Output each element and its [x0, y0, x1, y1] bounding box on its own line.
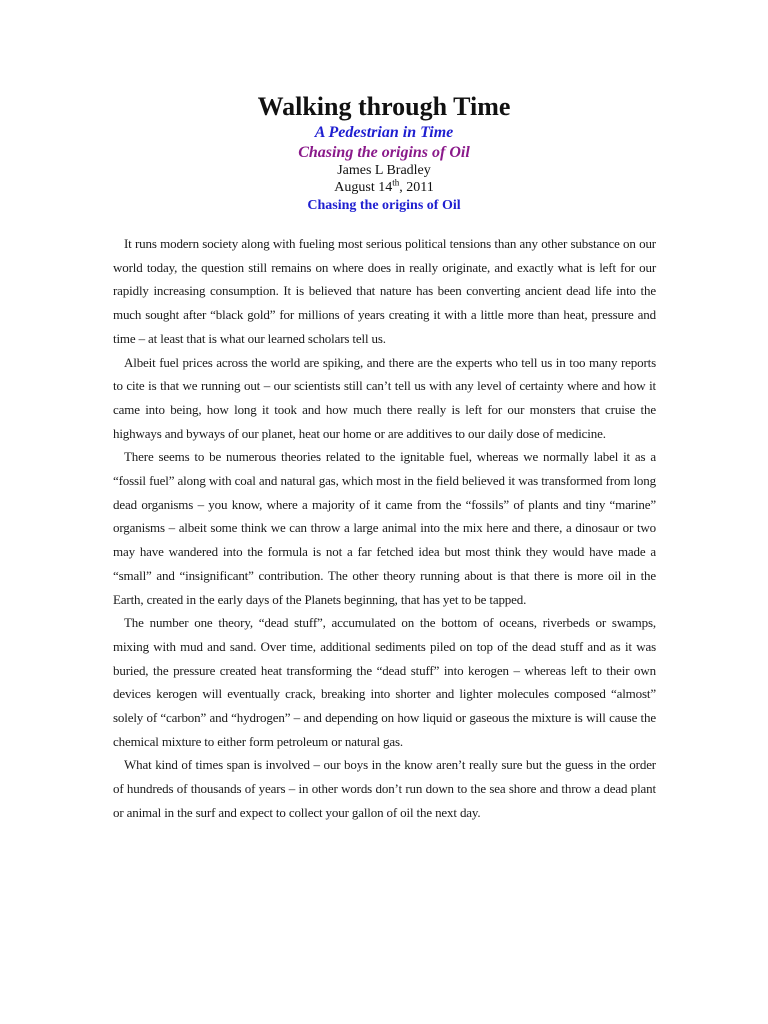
paragraph: There seems to be numerous theories related to the ignitable fuel, whereas we normally label it as a “fossil fuel” along with coal and natural gas, which most in the field believed it was transformed from long dead organisms – you know, where a majority of it came from the “fossils” of plants and tiny “marine” organisms – albeit some think we can throw a large animal into the mix here and there, a dinosaur or two may have wandered into the formula is not a far fetched idea but most think they would have made a “small” and “insignificant” contribution. The other theory running about is that there is more oil in the Earth, created in the early days of the Planets beginning, that has yet to be tapped. [113, 449, 656, 607]
author-name: James L Bradley [337, 163, 431, 178]
subtitle-primary: A Pedestrian in Time [314, 124, 454, 141]
topic-heading: Chasing the origins of Oil [307, 198, 461, 213]
document-header [0, 92, 768, 214]
date-prefix: August 14 [334, 180, 393, 195]
subtitle-secondary: Chasing the origins of Oil [298, 144, 470, 161]
paragraph: It runs modern society along with fueling most serious political tensions than any other substance on our world today, the question still remains on where does in really originate, and exactly what is left for our rapidly increasing consumption. It is believed that nature has been converting ancient dead life into the much sought after “black gold” for millions of years creating it with a little more than heat, pressure and time – at least that is what our learned scholars tell us. [113, 236, 656, 346]
publication-date [0, 179, 768, 196]
document-title: Walking through Time [257, 92, 511, 121]
date-ordinal-suffix: th [392, 177, 400, 188]
date-rest: , 2011 [399, 180, 434, 195]
paragraph: Albeit fuel prices across the world are spiking, and there are the experts who tell us in too many reports to cite is that we running out – our scientists still can’t tell us with any level of certainty where and how it came into being, how long it took and how much there really is left for our monsters that cruise the highways and byways of our planet, heat our home or are additives to our daily dose of medicine. [113, 354, 656, 441]
paragraph: The number one theory, “dead stuff”, accumulated on the bottom of oceans, riverbeds or swamps, mixing with mud and sand. Over time, additional sediments piled on top of the dead stuff and as it was buried, the pressure created heat transforming the “dead stuff” into kerogen – whereas left to their own devices kerogen will eventually crack, breaking into shorter and lighter molecules composed “almost” solely of “carbon” and “hydrogen” – and depending on how liquid or gaseous the mixture is will cause the chemical mixture to either form petroleum or natural gas. [113, 615, 656, 749]
paragraph: What kind of times span is involved – our boys in the know aren’t really sure but the guess in the order of hundreds of thousands of years – in other words don’t run down to the sea shore and throw a dead plant or animal in the surf and expect to collect your gallon of oil the next day. [113, 757, 656, 820]
article-body [113, 232, 656, 825]
